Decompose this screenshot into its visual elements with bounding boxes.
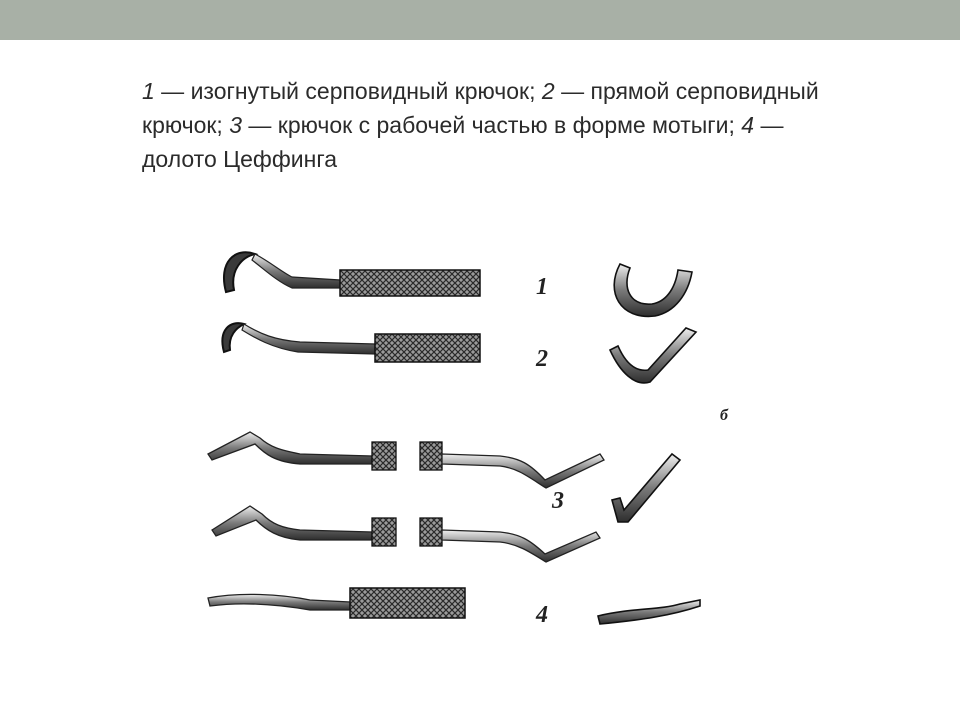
caption-text-3: — крючок с рабочей частью в форме мотыги; bbox=[242, 112, 742, 138]
figure-label-1: 1 bbox=[536, 274, 548, 300]
figure-label-4: 4 bbox=[536, 602, 548, 628]
instrument-1-curved-sickle bbox=[224, 252, 480, 296]
caption-number-2: 2 bbox=[541, 78, 555, 104]
detail-view-3 bbox=[612, 454, 680, 522]
figure-label-b: б bbox=[720, 407, 728, 424]
instrument-2-straight-sickle bbox=[222, 323, 480, 362]
figure-caption bbox=[142, 74, 822, 176]
instrument-3-hoe-lower bbox=[212, 506, 600, 562]
caption-number-3: 3 bbox=[229, 112, 243, 138]
detail-view-4 bbox=[598, 600, 700, 624]
top-bar bbox=[0, 0, 960, 40]
dental-instruments-figure bbox=[200, 232, 740, 637]
detail-view-1 bbox=[614, 264, 692, 316]
caption-text-2: — прямой серповидный крючок; bbox=[142, 78, 819, 138]
caption-number-1: 1 bbox=[142, 78, 155, 104]
instrument-3-hoe-upper bbox=[208, 432, 604, 488]
caption-text-4: — долото Цеффинга bbox=[142, 112, 784, 172]
instrument-4-zeffing-chisel bbox=[208, 588, 465, 618]
detail-view-2 bbox=[610, 328, 696, 383]
caption-text-1: — изогнутый серповидный крючок; bbox=[154, 78, 542, 104]
caption-number-4: 4 bbox=[741, 112, 755, 138]
figure-label-3: 3 bbox=[552, 488, 564, 514]
figure-label-2: 2 bbox=[536, 346, 548, 372]
